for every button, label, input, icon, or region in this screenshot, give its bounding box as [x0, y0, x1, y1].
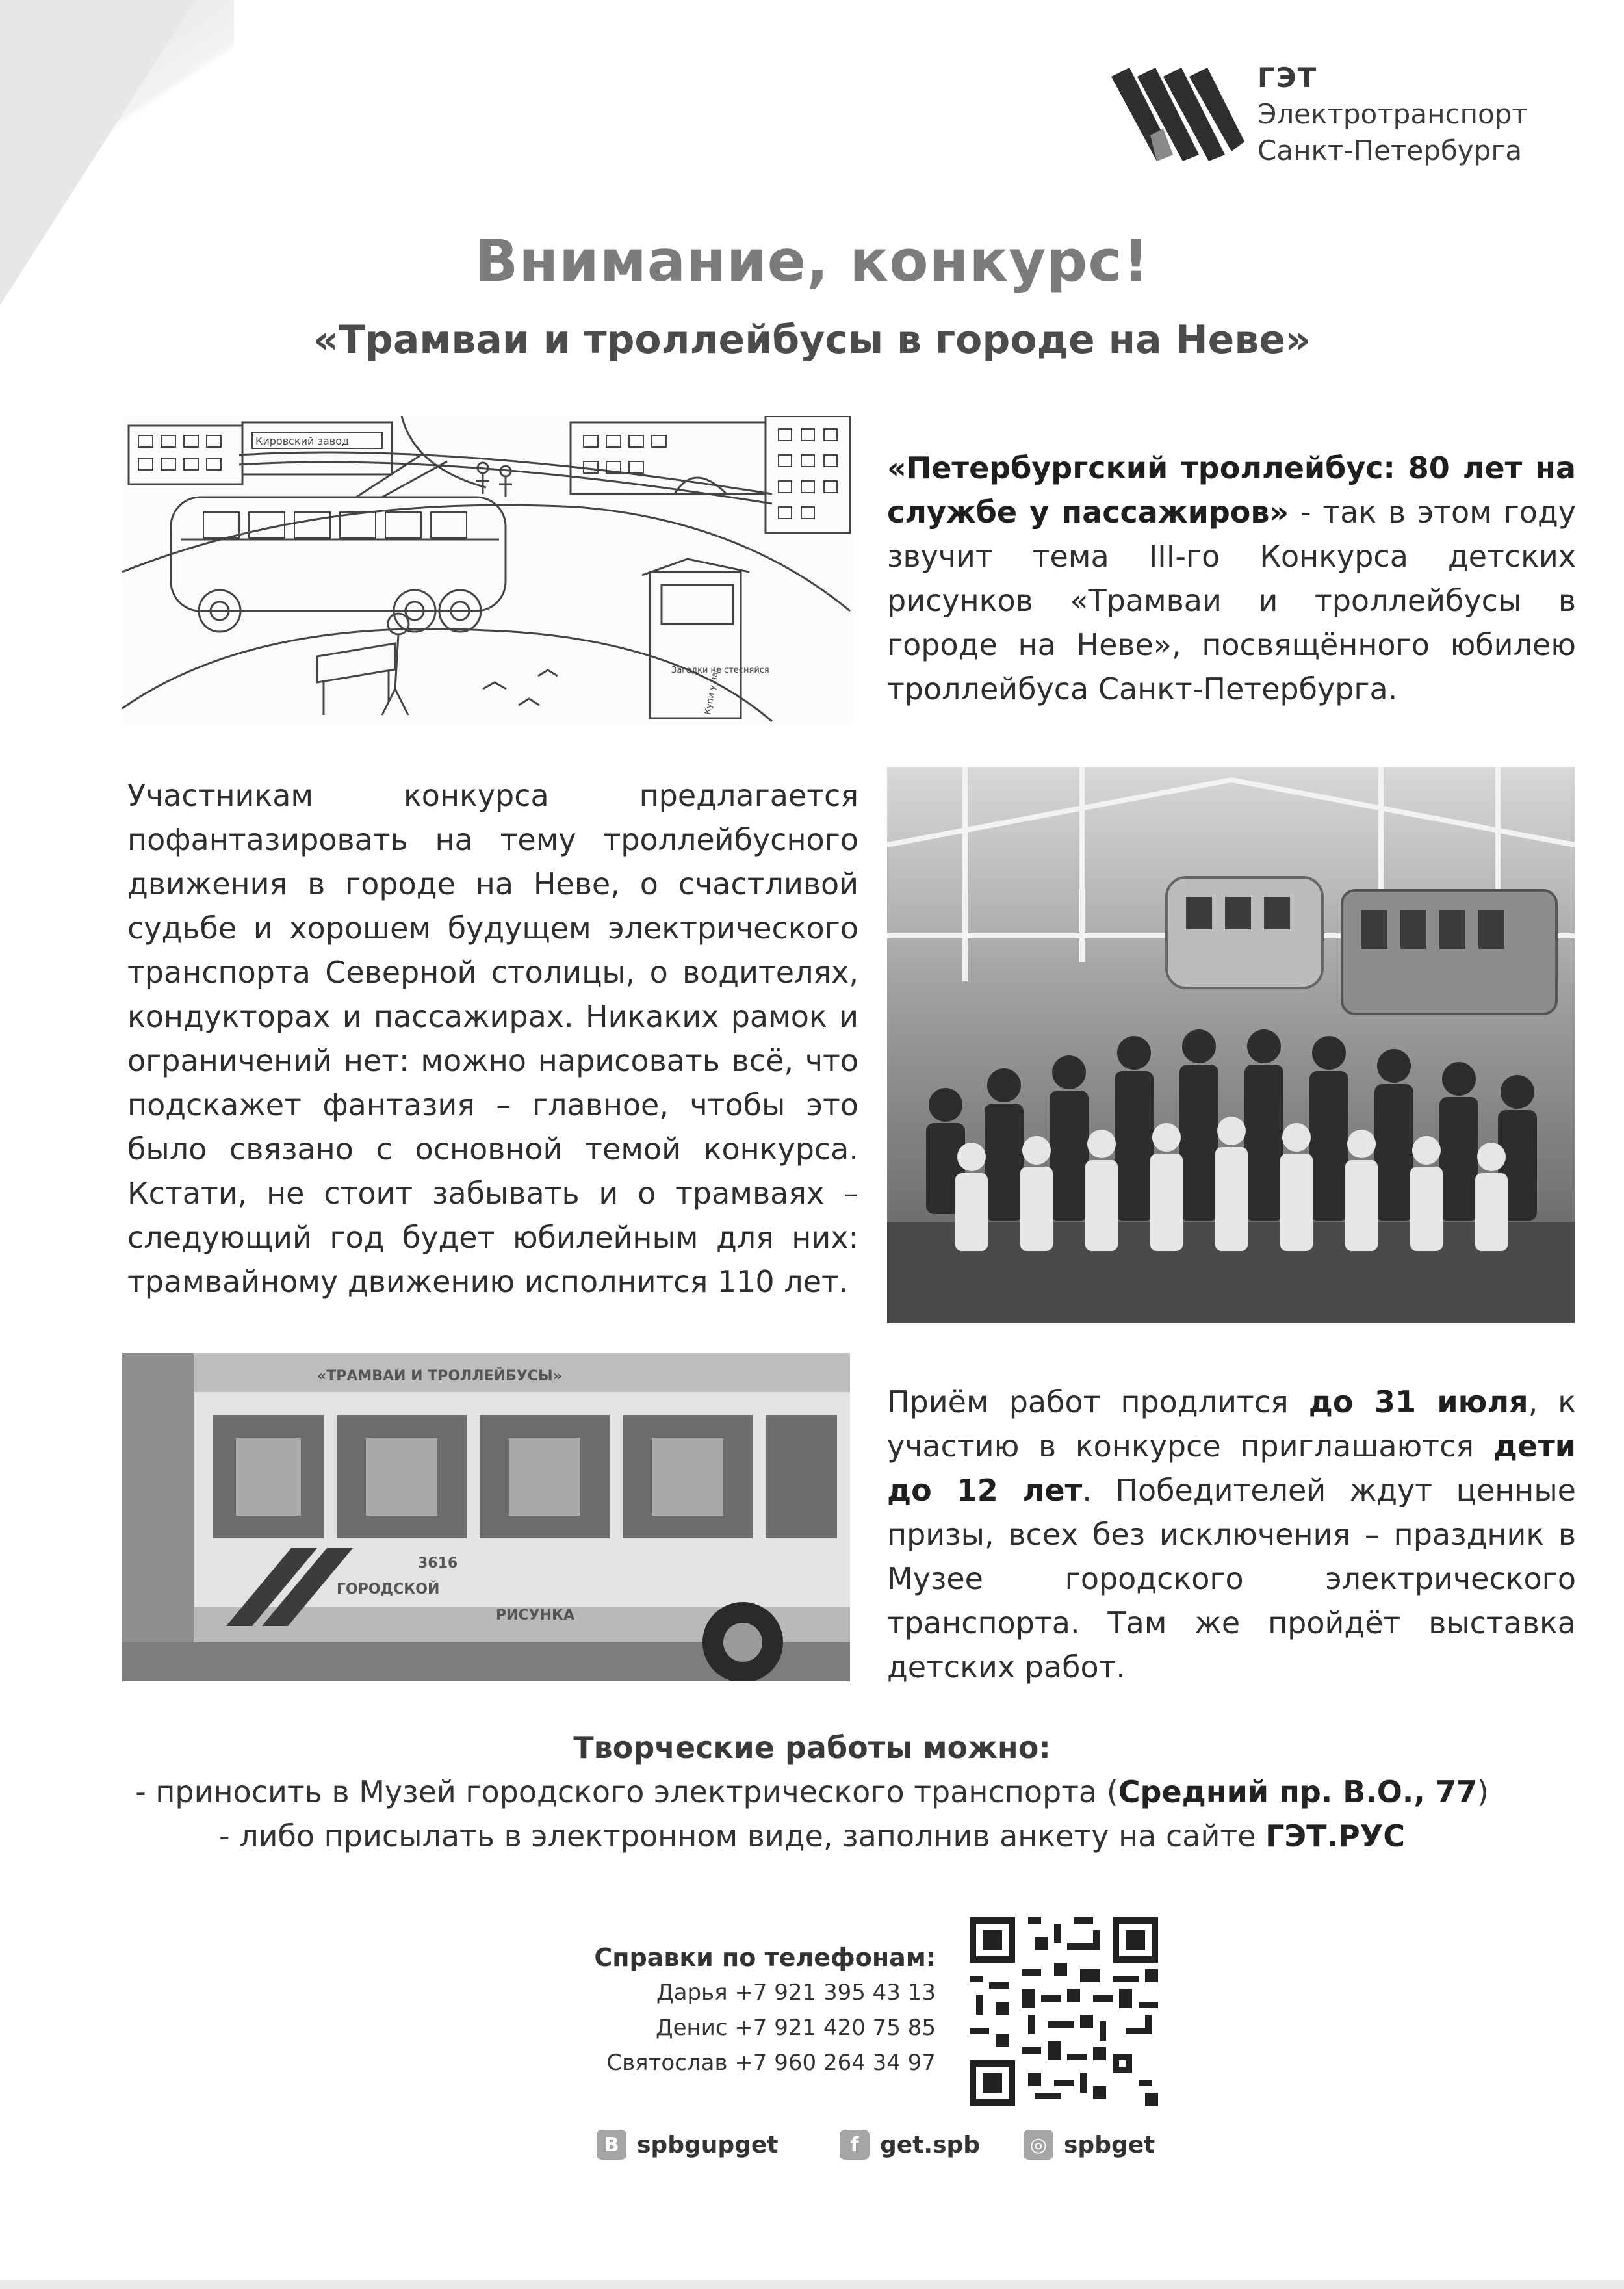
facebook-handle: get.spb	[880, 2131, 981, 2158]
contacts-heading: Справки по телефонам:	[594, 1943, 936, 1972]
logo-text	[1257, 60, 1528, 169]
logo-brand: ГЭТ	[1257, 62, 1318, 94]
museum-group-photo	[887, 767, 1575, 1323]
bus-number: 3616	[418, 1555, 458, 1571]
deadline-text2: , к участию в конкурсе приглашаются	[887, 1384, 1576, 1464]
deadline-date: до 31 июля	[1308, 1384, 1528, 1419]
participants-paragraph: Участникам конкурса предлагается пофантазировать на тему троллейбусного движения в городе на Неве, о счастливой судьбе и хорошем будущем электрического транспорта Северной столицы, о водителях, кондукторах и пассажирах. Никаких рамок и ограничений нет: можно нарисовать всё, что подскажет фантазия – главное, чтобы это было связано с основной темой конкурса. Кстати, не стоит забывать и о трамваях – следующий год будет юбилейным для них: трамвайному движению исполнится 110 лет.	[127, 778, 858, 1299]
logo-line2: Санкт-Петербурга	[1257, 135, 1523, 166]
instagram-handle: spbget	[1064, 2131, 1155, 2158]
submission-option-museum	[0, 1770, 1624, 1814]
drawing-sign-kiosk2: Купи у нас	[703, 666, 721, 716]
bus-banner-text: «ТРАМВАИ И ТРОЛЛЕЙБУСЫ»	[317, 1368, 562, 1384]
social-instagram[interactable]	[1024, 2125, 1155, 2164]
trolleybus-photo	[122, 1353, 850, 1681]
museum-text-end: )	[1476, 1774, 1489, 1809]
vk-handle: spbgupget	[637, 2131, 779, 2158]
facebook-icon: f	[840, 2130, 870, 2160]
submission-option-online	[0, 1814, 1624, 1858]
museum-text: - приносить в Музей городского электрического транспорта (	[135, 1774, 1118, 1809]
submission-section	[0, 1726, 1624, 1858]
trolleybus-sketch	[122, 416, 853, 725]
page-subtitle: «Трамваи и троллейбусы в городе на Неве»	[313, 317, 1311, 363]
qr-code-icon	[970, 1917, 1158, 2106]
bus-side-text2: РИСУНКА	[496, 1607, 575, 1623]
trolleybus-photo-image	[122, 1353, 850, 1681]
website-link[interactable]: ГЭТ.РУС	[1265, 1818, 1405, 1854]
drawing-sign-plant: Кировский завод	[255, 435, 350, 447]
deadline-paragraph	[887, 1380, 1576, 1689]
museum-address: Средний пр. В.О., 77	[1118, 1774, 1477, 1809]
submission-heading: Творческие работы можно:	[573, 1730, 1051, 1765]
group-photo-image	[887, 767, 1575, 1323]
intro-text: - так в этом году звучит тема III-го Конкурса детских рисунков «Трамваи и троллейбусы в городе на Неве», посвящённого юбилею троллейбуса Санкт-Петербурга.	[887, 495, 1576, 706]
logo-line1: Электротранспорт	[1257, 98, 1528, 130]
vk-icon: B	[597, 2130, 626, 2160]
contest-theme: «Петербургский троллейбус: 80 лет на службе у пассажиров»	[887, 450, 1576, 530]
contact-item: Святослав +7 960 264 34 97	[606, 2050, 936, 2076]
contacts-block	[533, 1940, 936, 2080]
social-vk[interactable]	[597, 2125, 779, 2164]
online-text: - либо присылать в электронном виде, заполнив анкету на сайте	[219, 1818, 1266, 1854]
social-facebook[interactable]	[840, 2125, 980, 2164]
bus-side-text1: ГОРОДСКОЙ	[337, 1581, 440, 1597]
get-logo	[1111, 58, 1592, 175]
drawing-sign-kiosk1: Загадки не стесняйся	[671, 666, 769, 675]
deadline-text3: . Победителей ждут ценные призы, всех без исключения – праздник в Музее городского электрического транспорта. Там же пройдёт выставка детских работ.	[887, 1473, 1576, 1685]
deadline-text1: Приём работ продлится	[887, 1384, 1309, 1419]
contact-item: Денис +7 921 420 75 85	[656, 2015, 936, 2041]
age-limit: дети до 12 лет	[887, 1429, 1576, 1508]
childrens-drawing-image	[122, 416, 853, 725]
intro-paragraph	[887, 446, 1576, 711]
qr-code[interactable]	[970, 1917, 1158, 2106]
page-title: Внимание, конкурс!	[474, 227, 1150, 294]
get-logo-mark-icon	[1111, 64, 1248, 161]
contact-item: Дарья +7 921 395 43 13	[656, 1980, 936, 2006]
instagram-icon: ◎	[1024, 2130, 1053, 2160]
scan-edge	[0, 2280, 1624, 2289]
